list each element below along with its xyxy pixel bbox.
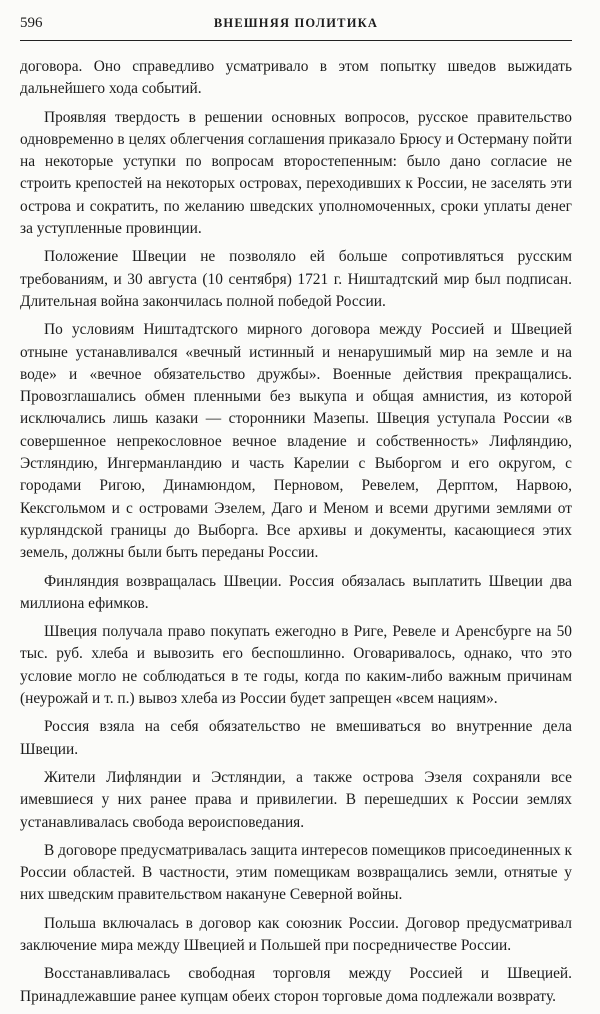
paragraph: По условиям Ништадтского мирного договора между Россией и Швецией отныне устанавливался «вечный истинный и ненарушимый мир на земле и на воде» и «вечное обязательство дружбы». Военные действия прекращались. Провозглашались обмен пленными без выкупа и общая амнистия, из которой исключались лишь казаки — сторонники Мазепы. Швеция уступала России «в совершенное непрекословное вечное владение и собственность» Лифляндию, Эстляндию, Ингерманландию и часть Карелии с Выборгом и его округом, с городами Ригою, Динамюндом, Перновом, Ревелем, Дерптом, Нарвою, Кексгольмом и с островами Эзелем, Даго и Меном и всеми другими землями от курляндской границы до Выборга. Все архивы и документы, касающиеся этих земель, должны были быть переданы России. xyxy=(20,321,572,562)
paragraph: В договоре предусматривалась защита интересов помещиков присоединенных к России областей. В частности, этим помещикам возвращались земли, отнятые у них шведским правительством накануне Северной войны. xyxy=(20,841,573,904)
body-text xyxy=(20,56,572,1014)
paragraph: Швеция получала право покупать ежегодно в Риге, Ревеле и Аренсбурге на 50 тыс. руб. хлеба и вывозить его беспошлинно. Оговаривалось, однако, что это условие могло не соблюдаться в те годы, когда по каким-либо важным причинам (неурожай и т. п.) вывоз хлеба из России будет запрещен «всем нациям». xyxy=(20,623,572,708)
paragraph: Финляндия возвращалась Швеции. Россия обязалась выплатить Швеции два миллиона ефимков. xyxy=(20,572,572,612)
paragraph: Проявляя твердость в решении основных вопросов, русское правительство одновременно в целях облегчения соглашения приказало Брюсу и Остерману пойти на некоторые уступки по вопросам второстепенным: было дано согласие не строить крепостей на некоторых островах, переходивших к России, не заселять эти острова и сократить, по желанию шведских уполномоченных, сроки уплаты денег за уступленные провинции. xyxy=(20,108,572,238)
paragraph: договора. Оно справедливо усматривало в этом попытку шведов выжидать дальнейшего хода событий. xyxy=(20,58,572,98)
running-title: ВНЕШНЯЯ ПОЛИТИКА xyxy=(213,16,379,30)
paragraph: Жители Лифляндии и Эстляндии, а также острова Эзеля сохраняли все имевшиеся у них ранее права и привилегии. В перешедших к России землях устанавливалась свобода вероисповедания. xyxy=(20,768,572,831)
page-number: 596 xyxy=(20,15,43,31)
paragraph: Положение Швеции не позволяло ей больше сопротивляться русским требованиям, и 30 августа (10 сентября) 1721 г. Ништадтский мир был подписан. Длительная война закончилась полной победой России. xyxy=(20,248,572,310)
paragraph: Восстанавливалась свободная торговля между Россией и Швецией. Принадлежавшие ранее купцам обеих сторон торговые дома подлежали возврату. xyxy=(20,965,572,1005)
header-rule xyxy=(20,40,572,41)
paragraph: Россия взяла на себя обязательство не вмешиваться во внутренние дела Швеции. xyxy=(20,718,572,758)
page-header xyxy=(20,15,572,37)
paragraph: Польша включалась в договор как союзник России. Договор предусматривал заключение мира между Швецией и Польшей при посредничестве России. xyxy=(20,914,572,954)
